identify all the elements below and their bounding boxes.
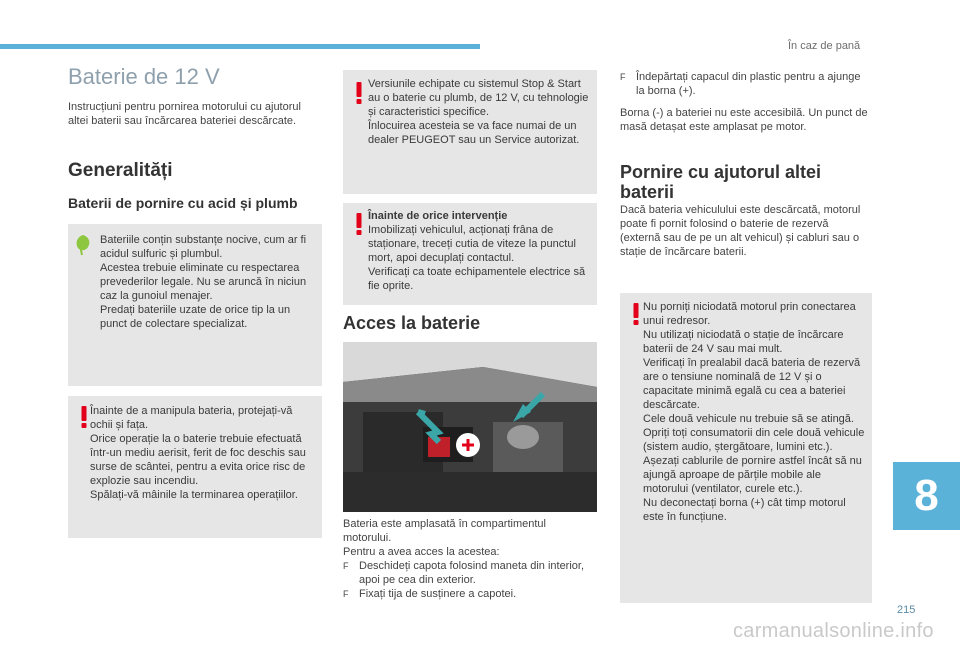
- safety-warning-box: [68, 396, 322, 538]
- intervention-warning-text: Imobilizați vehiculul, acționați frâna de staționare, treceți cutia de viteze la punctul mort, apoi decuplați contactul. Verificați ca toate echipamentele electrice să fie oprite.: [368, 224, 586, 292]
- battery-location-caption: Bateria este amplasată în compartimentul motorului. Pentru a avea acces la acestea:: [343, 518, 546, 558]
- step-fix-stay: Fixați tija de susținere a capotei.: [359, 588, 517, 600]
- arrow-bullet-icon: F: [343, 589, 349, 599]
- list-item: [620, 70, 870, 98]
- step-remove-cover: Îndepărtați capacul din plastic pentru a ajunge la borna (+).: [636, 71, 861, 97]
- section-heading-generalitati: Generalități: [68, 160, 173, 181]
- warning-exclamation-icon: [355, 82, 363, 104]
- safety-warning-text: Înainte de a manipula bateria, protejați-vă ochii și fața. Orice operație la o baterie trebuie efectuată într-un mediu aerisit, ferit de foc deschis sau surse de scântei, pentru a evita orice risc de explozie sau incendiu. Spălați-vă mâinile la terminarea operațiilor.: [90, 405, 306, 501]
- eco-note-text: Bateriile conțin substanțe nocive, cum ar fi acidul sulfuric și plumbul. Acestea trebuie eliminate cu respectarea prevederilor legale. Nu se aruncă în niciun caz la gunoiul menajer. Predați bateriile uzate de orice tip la un punct de colectare specializat.: [100, 234, 307, 330]
- eco-note-box: [68, 224, 322, 386]
- jump-start-intro: Dacă bateria vehiculului este descărcată, motorul poate fi pornit folosind o baterie de rezervă (externă sau de pe un alt vehicul) și cabluri sau o stație de încărcare baterii.: [620, 204, 861, 258]
- warning-exclamation-icon: [355, 213, 363, 235]
- page-title: Baterie de 12 V: [68, 64, 220, 89]
- jump-start-warning-box: [620, 293, 872, 603]
- arrow-bullet-icon: F: [620, 72, 626, 82]
- intervention-warning-title: Înainte de orice intervenție: [368, 210, 508, 222]
- chapter-title: În caz de pană: [788, 40, 861, 52]
- list-item: [343, 587, 597, 601]
- subsection-heading-batteries: Baterii de pornire cu acid și plumb: [68, 195, 298, 211]
- stop-start-warning-text: Versiunile echipate cu sistemul Stop & Start au o baterie cu plumb, de 12 V, cu tehnologie și caracteristici specifice. Înlocuirea acesteia se va face numai de un dealer PEUGEOT sau un Service autorizat.: [368, 78, 589, 146]
- header-accent-bar: [0, 44, 480, 49]
- section-heading-acces: Acces la baterie: [343, 313, 481, 333]
- battery-access-instructions: [343, 517, 597, 601]
- intervention-warning-box: [343, 203, 597, 305]
- jump-start-warning-text: Nu porniți niciodată motorul prin conectarea unui redresor. Nu utilizați niciodată o stație de încărcare baterii de 24 V sau mai mult. Verificați în prealabil dacă bateria de rezervă are o tensiune nominală de 12 V și o capacitate minimă egală cu cea a bateriei descărcate. Cele două vehicule nu trebuie să se atingă. Opriți toți consumatorii din cele două vehicule (sistem audio, ștergătoare, lumini etc.). Așezați cablurile de pornire astfel încât să nu ajungă aproape de părțile mobile ale motorului (ventilator, curele etc.). Nu deconectați borna (+) cât timp motorul este în funcțiune.: [643, 301, 865, 523]
- list-item: [343, 559, 597, 587]
- recycle-leaf-icon: [74, 234, 92, 256]
- negative-terminal-note: Borna (-) a bateriei nu este accesibilă. Un punct de masă detașat este amplasat pe motor.: [620, 107, 868, 133]
- step-open-bonnet: Deschideți capota folosind maneta din interior, apoi pe cea din exterior.: [359, 560, 585, 586]
- arrow-bullet-icon: F: [343, 561, 349, 571]
- section-heading-pornire: Pornire cu ajutorul altei baterii: [620, 162, 822, 202]
- intro-paragraph: Instrucțiuni pentru pornirea motorului cu ajutorul altei baterii sau încărcarea bateriei descărcate.: [68, 101, 301, 127]
- warning-exclamation-icon: [80, 406, 88, 428]
- warning-exclamation-icon: [632, 303, 640, 325]
- engine-bay-photo: [343, 342, 597, 512]
- watermark: carmanualsonline.info: [733, 620, 934, 642]
- page-number: 215: [897, 604, 916, 616]
- terminal-access-text: [620, 70, 870, 134]
- engine-bay-illustration: [343, 342, 597, 512]
- chapter-tab: 8: [893, 462, 960, 530]
- stop-start-warning-box: [343, 70, 597, 194]
